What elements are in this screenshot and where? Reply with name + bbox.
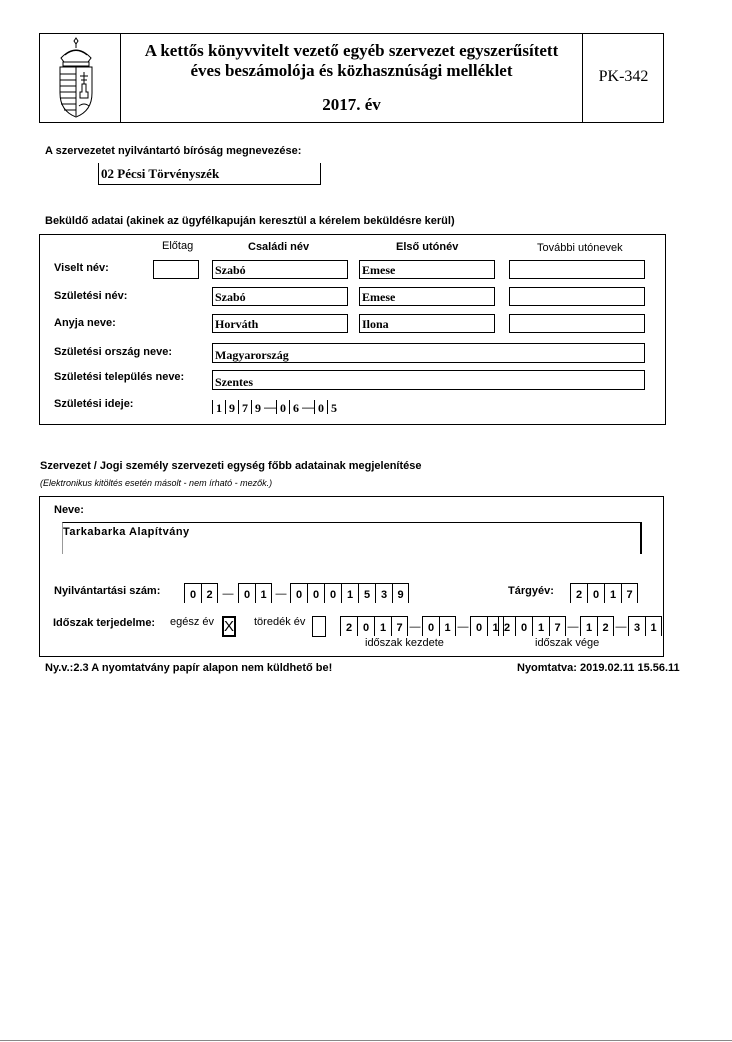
start-digit: 1: [374, 616, 391, 636]
org-name-field[interactable]: [62, 522, 642, 554]
mother-name-other-field[interactable]: [509, 314, 645, 333]
mother-name-first-field[interactable]: Ilona: [359, 314, 495, 333]
whole-year-checkbox[interactable]: [222, 616, 236, 637]
end-digit: 2: [498, 616, 515, 636]
worn-name-family-field[interactable]: Szabó: [212, 260, 348, 279]
date-separator: —: [264, 400, 276, 414]
reg-digit: 0: [238, 583, 255, 603]
date-separator: —: [302, 400, 314, 414]
org-name-value: Tarkabarka Alapítvány: [63, 526, 190, 538]
reg-digit: 5: [358, 583, 375, 603]
footer-right: Nyomtatva: 2019.02.11 15.56.11: [517, 662, 680, 674]
start-digit: 0: [470, 616, 487, 636]
birth-country-label: Születési ország neve:: [54, 346, 172, 358]
reg-digit: 9: [392, 583, 409, 603]
form-year: 2017. év: [322, 95, 381, 114]
birth-city-label: Születési település neve:: [54, 371, 185, 383]
col-prefix-header: Előtag: [162, 240, 194, 252]
period-label: Időszak terjedelme:: [53, 617, 156, 629]
year-digit: 7: [621, 583, 638, 603]
form-title-line1: A kettős könyvvitelt vezető egyéb szervezet egyszerűsített: [144, 41, 559, 60]
reg-separator: —: [222, 588, 234, 600]
date-separator: —: [567, 621, 579, 633]
worn-name-first-field[interactable]: Emese: [359, 260, 495, 279]
birth-date-digit: 0: [314, 400, 327, 414]
worn-name-label: Viselt név:: [54, 262, 109, 274]
reg-digit: 0: [307, 583, 324, 603]
form-title: [121, 41, 582, 81]
court-field[interactable]: 02 Pécsi Törvényszék: [98, 163, 321, 185]
year-digit: 2: [570, 583, 587, 603]
page-bottom-rule: [0, 1040, 732, 1041]
col-first-header: Első utónév: [396, 241, 459, 253]
partial-year-label: töredék év: [254, 616, 306, 628]
footer-left: Ny.v.:2.3 A nyomtatvány papír alapon nem küldhető be!: [45, 662, 333, 674]
court-label: A szervezetet nyilvántartó bíróság megnevezése:: [45, 145, 302, 157]
birth-date-label: Születési ideje:: [54, 398, 134, 410]
year-digit: 1: [604, 583, 621, 603]
form-code: PK-342: [598, 68, 649, 85]
sender-section-title: Beküldő adatai (akinek az ügyfélkapuján keresztül a kérelem beküldésre kerül): [45, 215, 455, 227]
reg-digit: 0: [324, 583, 341, 603]
form-title-line2: éves beszámolója és közhasznúsági melléklet: [190, 61, 513, 80]
reg-digit: 3: [375, 583, 392, 603]
subject-year-field[interactable]: [570, 583, 638, 603]
birth-date-field[interactable]: [212, 400, 340, 414]
worn-name-prefix-field[interactable]: [153, 260, 199, 279]
col-other-header: További utónevek: [537, 242, 623, 254]
period-end-field[interactable]: [498, 616, 662, 636]
start-digit: 1: [487, 616, 504, 636]
birth-date-digit: 0: [276, 400, 289, 414]
date-separator: —: [457, 621, 469, 633]
reg-digit: 0: [184, 583, 201, 603]
birth-name-family-field[interactable]: Szabó: [212, 287, 348, 306]
mother-name-family-field[interactable]: Horváth: [212, 314, 348, 333]
birth-date-digit: 7: [238, 400, 251, 414]
col-family-header: Családi név: [248, 241, 310, 253]
end-digit: 2: [597, 616, 614, 636]
end-digit: 3: [628, 616, 645, 636]
start-digit: 2: [340, 616, 357, 636]
partial-year-checkbox[interactable]: [312, 616, 326, 637]
birth-date-digit: 9: [251, 400, 264, 414]
whole-year-check-mark: X: [224, 618, 235, 635]
end-digit: 1: [532, 616, 549, 636]
whole-year-label: egész év: [170, 616, 215, 628]
birth-name-first-field[interactable]: Emese: [359, 287, 495, 306]
period-end-caption: időszak vége: [535, 637, 600, 649]
worn-name-other-field[interactable]: [509, 260, 645, 279]
reg-digit: 1: [255, 583, 272, 603]
period-start-caption: időszak kezdete: [365, 637, 444, 649]
start-digit: 0: [357, 616, 374, 636]
end-digit: 1: [645, 616, 662, 636]
start-digit: 1: [439, 616, 456, 636]
birth-city-field[interactable]: Szentes: [212, 370, 645, 390]
birth-date-digit: 6: [289, 400, 302, 414]
end-digit: 0: [515, 616, 532, 636]
coat-of-arms-icon: [55, 36, 97, 120]
start-digit: 0: [422, 616, 439, 636]
org-name-label: Neve:: [54, 504, 84, 516]
birth-country-field[interactable]: Magyarország: [212, 343, 645, 363]
period-start-field[interactable]: [340, 616, 504, 636]
birth-date-digit: 9: [225, 400, 238, 414]
birth-date-digit: 1: [212, 400, 225, 414]
reg-number-label: Nyilvántartási szám:: [54, 585, 161, 597]
reg-digit: 1: [341, 583, 358, 603]
birth-date-digit: 5: [327, 400, 340, 414]
reg-digit: 0: [290, 583, 307, 603]
start-digit: 7: [391, 616, 408, 636]
date-separator: —: [615, 621, 627, 633]
mother-name-label: Anyja neve:: [54, 317, 116, 329]
reg-digit: 2: [201, 583, 218, 603]
subject-year-label: Tárgyév:: [508, 585, 554, 597]
birth-name-other-field[interactable]: [509, 287, 645, 306]
year-digit: 0: [587, 583, 604, 603]
org-section-note: (Elektronikus kitöltés esetén másolt - nem írható - mezők.): [40, 478, 273, 488]
end-digit: 7: [549, 616, 566, 636]
reg-number-field[interactable]: [184, 583, 409, 603]
end-digit: 1: [580, 616, 597, 636]
birth-name-label: Születési név:: [54, 290, 128, 302]
date-separator: —: [409, 621, 421, 633]
reg-separator: —: [275, 588, 287, 600]
org-section-title: Szervezet / Jogi személy szervezeti egység főbb adatainak megjelenítése: [40, 460, 422, 472]
